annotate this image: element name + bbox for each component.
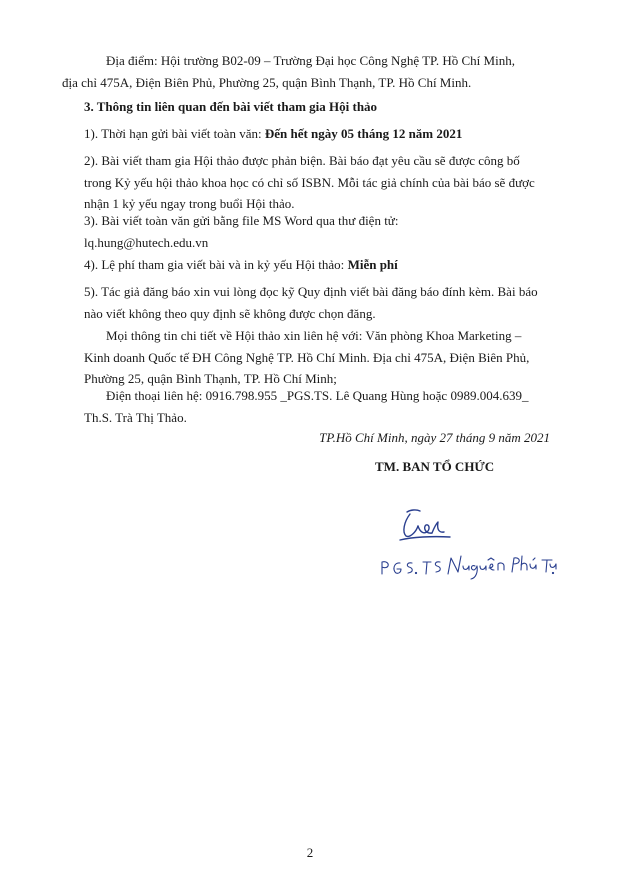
contact-line-1: Mọi thông tin chi tiết về Hội thảo xin liên hệ với: Văn phòng Khoa Marketing – xyxy=(106,328,522,343)
item-4-label: 4). Lệ phí tham gia viết bài và in kỷ yếu Hội thảo: xyxy=(84,257,348,272)
submission-email-link[interactable]: lq.hung@hutech.edu.vn xyxy=(84,234,209,250)
contact-paragraph xyxy=(84,325,548,390)
contact-line-2: Kinh doanh Quốc tế ĐH Công Nghệ TP. Hồ Chí Minh. Địa chỉ 475A, Điện Biên Phủ, xyxy=(84,349,530,365)
item-1-label: 1). Thời hạn gửi bài viết toàn văn: xyxy=(84,126,265,141)
venue-line-1: Địa điểm: Hội trường B02-09 – Trường Đại học Công Nghệ TP. Hồ Chí Minh, xyxy=(106,53,515,68)
signing-date: TP.Hồ Chí Minh, ngày 27 tháng 9 năm 2021 xyxy=(319,430,550,445)
item-3-line-1: 3). Bài viết toàn văn gửi bằng file MS Word qua thư điện tử: xyxy=(84,213,399,228)
item-5-guidelines xyxy=(84,281,548,324)
item-5-line-2: nào viết không theo quy định sẽ không được chọn đăng. xyxy=(84,305,376,321)
signature-image xyxy=(372,500,562,590)
phone-line-2: Th.S. Trà Thị Thảo. xyxy=(84,409,187,425)
contact-line-3: Phường 25, quận Bình Thạnh, TP. Hồ Chí Minh; xyxy=(84,371,337,386)
phone-line-1: Điện thoại liên hệ: 0916.798.955 _PGS.TS. Lê Quang Hùng hoặc 0989.004.639_ xyxy=(106,388,529,403)
item-1-deadline xyxy=(84,123,548,145)
item-2-line-3: nhận 1 kỷ yếu ngay trong buổi Hội thảo. xyxy=(84,196,295,211)
item-2-review xyxy=(84,150,548,215)
item-2-line-1: 2). Bài viết tham gia Hội thảo được phản biện. Bài báo đạt yêu cầu sẽ được công bố xyxy=(84,153,520,168)
venue-paragraph xyxy=(62,50,548,93)
phone-paragraph xyxy=(84,385,548,428)
item-1-value: Đến hết ngày 05 tháng 12 năm 2021 xyxy=(264,126,463,141)
item-3-submission xyxy=(84,210,548,253)
item-4-fee xyxy=(84,254,548,276)
venue-line-2: địa chỉ 475A, Điện Biên Phủ, Phường 25, quận Bình Thạnh, TP. Hồ Chí Minh. xyxy=(62,74,472,90)
item-4-value: Miễn phí xyxy=(347,257,398,272)
item-5-line-1: 5). Tác giả đăng báo xin vui lòng đọc kỹ Quy định viết bài đăng báo đính kèm. Bài báo xyxy=(84,284,538,299)
section-3-heading: 3. Thông tin liên quan đến bài viết tham gia Hội thảo xyxy=(84,99,378,114)
organizing-committee-title: TM. BAN TỔ CHỨC xyxy=(375,459,495,474)
item-2-line-2: trong Kỷ yếu hội thảo khoa học có chỉ số ISBN. Mỗi tác giả chính của bài báo sẽ được xyxy=(84,174,535,190)
page-number: 2 xyxy=(306,845,314,860)
